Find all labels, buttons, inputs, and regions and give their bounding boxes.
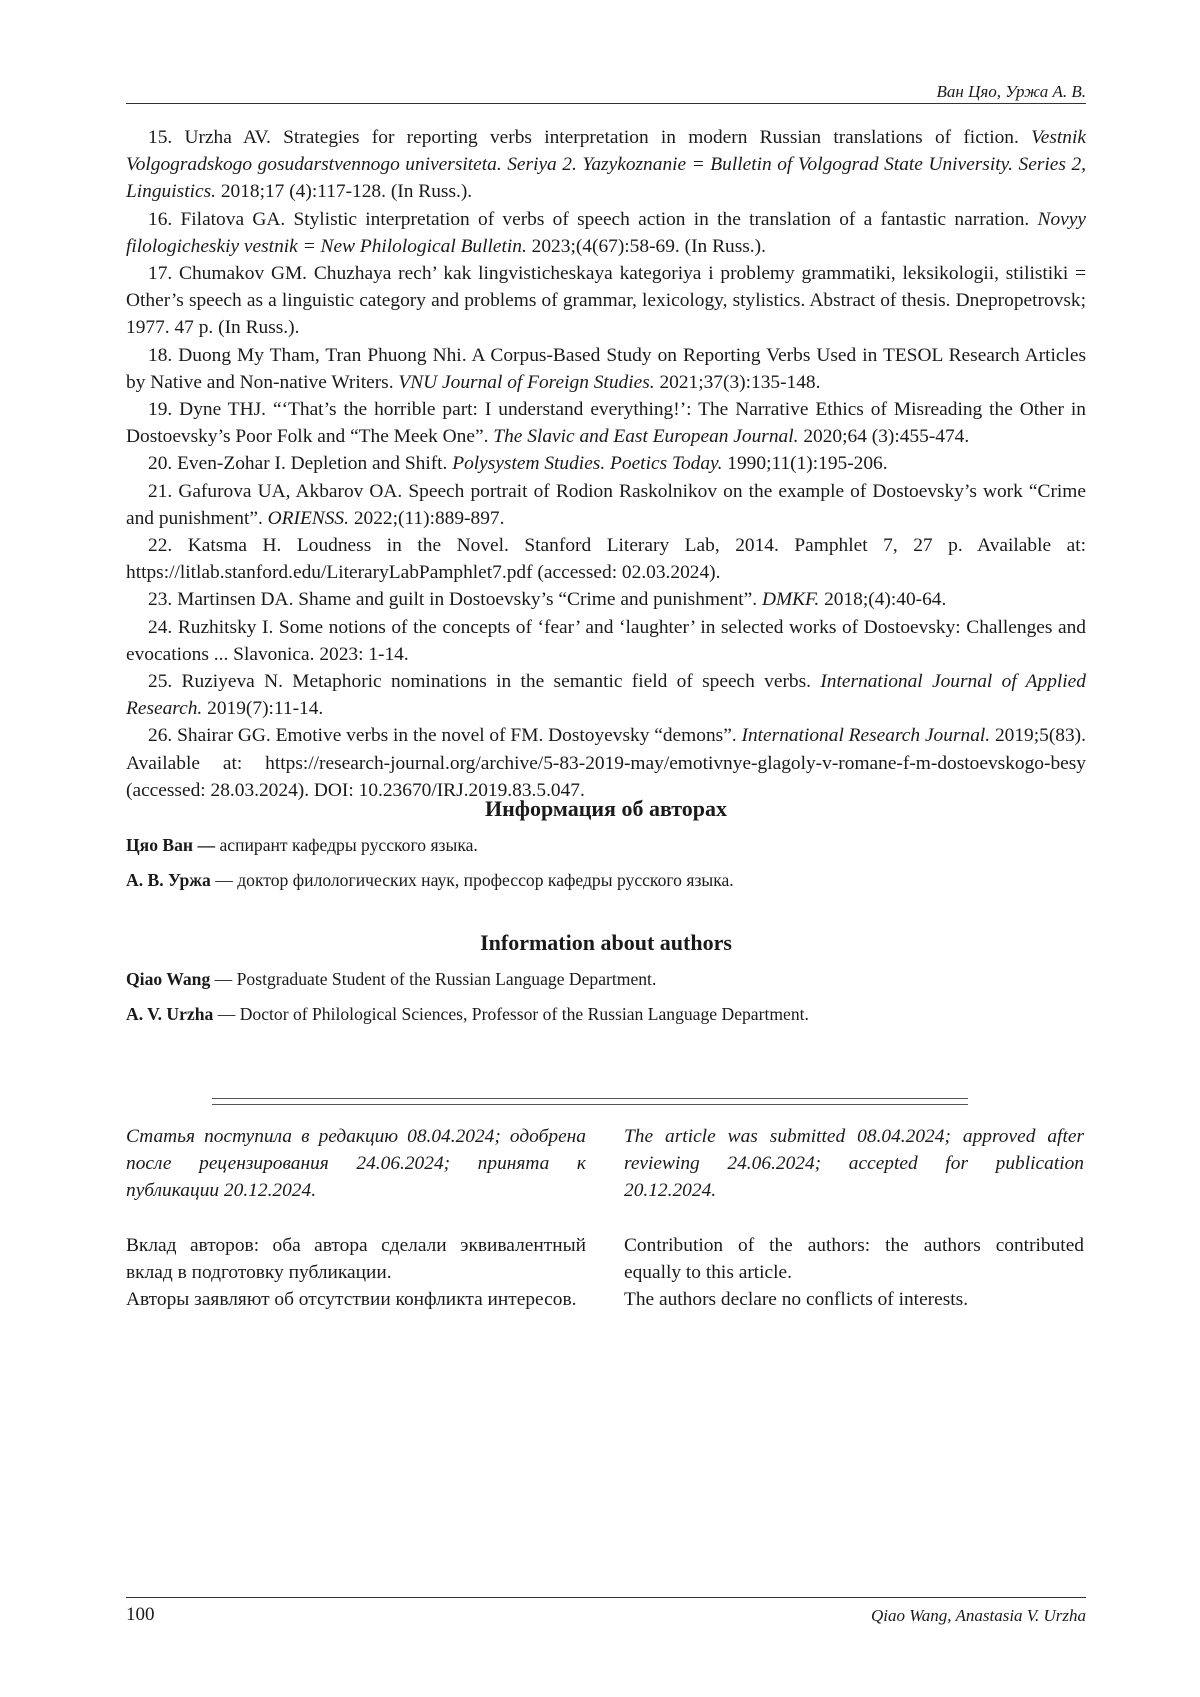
footer-rule [126, 1597, 1086, 1598]
conflict-ru: Авторы заявляют об отсутствии конфликта интересов. [126, 1289, 577, 1311]
author-2-en-desc: — Doctor of Philological Sciences, Professor of the Russian Language Department. [213, 1004, 809, 1024]
reference-text: 22. Katsma H. Loudness in the Novel. Stanford Literary Lab, 2014. Pamphlet 7, 27 p. Available at: https://litlab.stanford.edu/LiteraryLabPamphlet7.pdf (accessed: 02.03.2024). [126, 535, 1086, 584]
reference-text: 16. Filatova GA. Stylistic interpretation of verbs of speech action in the translation of a fantastic narration. [148, 208, 1038, 230]
reference-item [126, 614, 1086, 668]
author-1-en-name: Qiao Wang [126, 969, 211, 989]
reference-text: 18. Duong My Tham, Tran Phuong Nhi. A Corpus-Based Study on Reporting Verbs Used in TESOL Research Articles by Native and Non-native Writers. [126, 344, 1086, 393]
reference-item [126, 586, 1086, 613]
reference-text: 2018;17 (4):117-128. (In Russ.). [215, 181, 473, 203]
author-1-en [126, 968, 1086, 990]
reference-text: 15. Urzha AV. Strategies for reporting verbs interpretation in modern Russian translations of fiction. [148, 127, 1032, 148]
reference-item [126, 722, 1086, 804]
author-2-ru-name: А. В. Уржа [126, 870, 211, 890]
authors-info-title-en: Information about authors [480, 930, 732, 955]
conflict-en: The authors declare no conflicts of interests. [624, 1289, 969, 1311]
submission-dates-ru: Статья поступила в редакцию 08.04.2024; одобрена после рецензирования 24.06.2024; принята к публикации 20.12.2024. [126, 1126, 586, 1202]
reference-item [126, 478, 1086, 532]
reference-text: 20. Even-Zohar I. Depletion and Shift. [148, 453, 453, 475]
section-divider [212, 1098, 968, 1105]
author-2-en-name: A. V. Urzha [126, 1004, 214, 1024]
header-rule [126, 103, 1086, 104]
reference-text: 2022;(11):889-897. [348, 507, 505, 529]
footnote-column-en [624, 1123, 1084, 1313]
reference-source-italic: The Slavic and East European Journal. [493, 426, 799, 448]
author-1-en-desc: — Postgraduate Student of the Russian Language Department. [210, 969, 657, 989]
reference-text: 2019(7):11-14. [202, 698, 324, 720]
reference-item [126, 206, 1086, 260]
submission-dates-en: The article was submitted 08.04.2024; approved after reviewing 24.06.2024; accepted for publication 20.12.2024. [624, 1126, 1084, 1202]
reference-source-italic: Vestnik Volgogradskogo gosudarstvennogo universiteta. Seriya 2. Yazykoznanie = Bulletin of Volgograd State University. Series 2, Linguistics. [126, 127, 1086, 203]
author-2-ru-desc: — доктор филологических наук, профессор кафедры русского языка. [210, 870, 734, 890]
reference-text: 21. Gafurova UA, Akbarov OA. Speech portrait of Rodion Raskolnikov on the example of Dostoevsky’s work “Crime and punishment”. [126, 480, 1086, 529]
reference-list [126, 124, 1086, 804]
reference-source-italic: ORIENSS. [267, 507, 349, 529]
reference-source-italic: International Journal of Applied Research. [126, 671, 1086, 720]
running-head: Ван Цяо, Уржа А. В. [936, 82, 1086, 101]
reference-item [126, 260, 1086, 342]
reference-source-italic: VNU Journal of Foreign Studies. [398, 371, 655, 393]
author-2-en [126, 1003, 1086, 1025]
page-number: 100 [126, 1604, 155, 1625]
reference-source-italic: Novyy filologicheskiy vestnik = New Philological Bulletin. [126, 208, 1086, 257]
authors-info-title-ru: Информация об авторах [484, 796, 728, 821]
footnote-column-ru [126, 1123, 586, 1313]
reference-text: 24. Ruzhitsky I. Some notions of the concepts of ‘fear’ and ‘laughter’ in selected works of Dostoevsky: Challenges and evocations ... Slavonica. 2023: 1-14. [126, 616, 1086, 665]
reference-text: 26. Shairar GG. Emotive verbs in the novel of FM. Dostoyevsky “demons”. [148, 725, 742, 747]
reference-text: 2021;37(3):135-148. [654, 371, 821, 393]
reference-text: 19. Dyne THJ. “‘That’s the horrible part: I understand everything!’: The Narrative Ethics of Misreading the Other in Dostoevsky’s Poor Folk and “The Meek One”. [126, 399, 1086, 448]
reference-source-italic: Polysystem Studies. Poetics Today. [452, 453, 723, 475]
reference-source-italic: DMKF. [761, 589, 820, 611]
reference-source-italic: International Research Journal. [741, 725, 991, 747]
author-1-ru [126, 834, 1086, 856]
reference-item [126, 532, 1086, 586]
author-2-ru [126, 869, 1086, 891]
reference-item [126, 342, 1086, 396]
reference-text: 1990;11(1):195-206. [722, 453, 888, 475]
author-1-ru-desc: аспирант кафедры русского языка. [215, 835, 478, 855]
contribution-ru: Вклад авторов: оба автора сделали эквивалентный вклад в подготовку публикации. [126, 1234, 586, 1283]
reference-text: 17. Chumakov GM. Chuzhaya rech’ kak lingvisticheskaya kategoriya i problemy grammatiki, leksikologii, stilistiki = Other’s speech as a linguistic category and problems of grammar, lexicology, stylistics. Abstract of thesis. Dnepropetrovsk; 1977. 47 p. (In Russ.). [126, 263, 1086, 339]
reference-item [126, 668, 1086, 722]
reference-text: 2023;(4(67):58-69. (In Russ.). [526, 235, 766, 257]
reference-item [126, 396, 1086, 450]
reference-text: 23. Martinsen DA. Shame and guilt in Dostoevsky’s “Crime and punishment”. [148, 589, 762, 611]
reference-text: 2018;(4):40-64. [819, 589, 947, 611]
reference-text: 25. Ruziyeva N. Metaphoric nominations in the semantic field of speech verbs. [148, 671, 821, 693]
reference-text: 2020;64 (3):455-474. [798, 426, 970, 448]
reference-text: 2019;5(83). Available at: https://research-journal.org/archive/5-83-2019-may/emotivnye-glagoly-v-romane-f-m-dostoevskogo-besy (accessed: 28.03.2024). DOI: 10.23670/IRJ.2019.83.5.047. [126, 725, 1086, 801]
author-1-ru-name: Цяо Ван — [126, 835, 216, 855]
contribution-en: Contribution of the authors: the authors contributed equally to this article. [624, 1234, 1084, 1283]
running-foot: Qiao Wang, Anastasia V. Urzha [870, 1606, 1086, 1625]
reference-item [126, 450, 1086, 477]
reference-item [126, 124, 1086, 206]
